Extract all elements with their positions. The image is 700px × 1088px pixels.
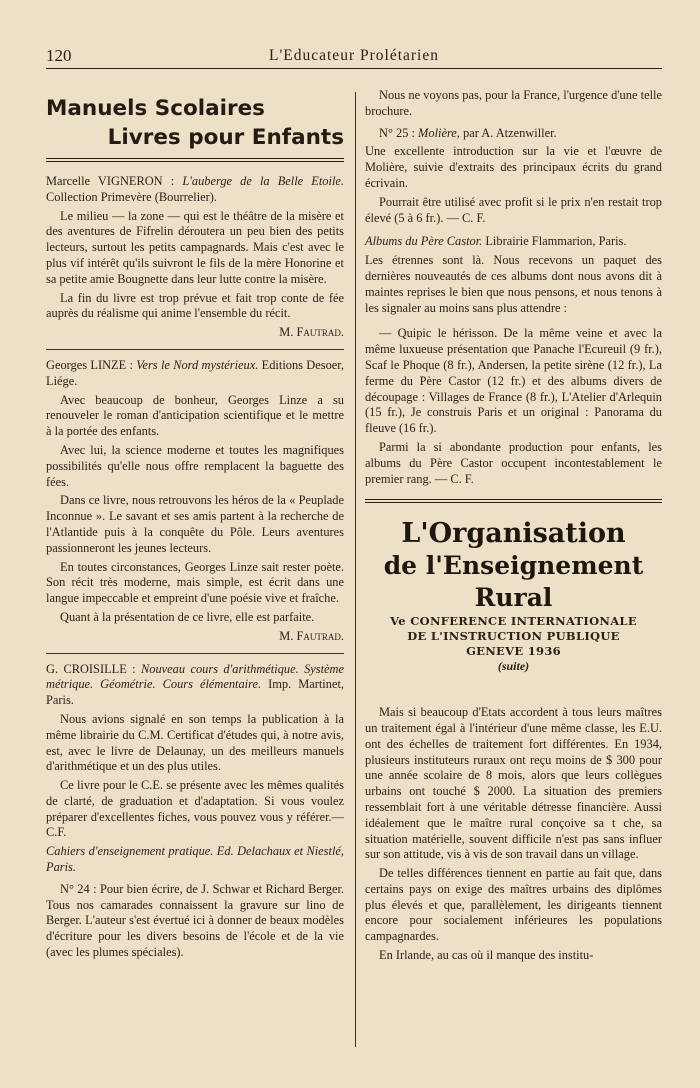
left-column: [46, 94, 344, 964]
review-paragraph: Nous avions signalé en son temps la publication à la même librairie du C.M. Certificat d'études qui, à notre avis, est, avec le livre de Delaunay, un des meilleurs manuels d'arithmétique et un des plus utiles.: [46, 711, 344, 774]
review-publisher: Collection Primevère (Bourrelier).: [46, 189, 218, 204]
item-no25-author: par A. Atzenwiller.: [463, 125, 557, 140]
item-no24: [46, 882, 344, 961]
albums-paragraph: — Quipic le hérisson. De la même veine et avec la même luxueuse présentation que Panache l'Ecureuil (9 fr.), Scaf le Phoque (8 fr.), Andersen, la petite sirène (12 fr.), La ferme du Père Castor (12 fr.) et des albums divers de découpage : Villages de France (8 fr.), L'Atelier d'Arlequin (15 fr.), Je construis Paris et un original : Panorama du fleuve (16 fr.).: [365, 326, 662, 436]
section-title-line1: Manuels Scolaires: [46, 96, 265, 121]
article-suite: (suite): [497, 659, 530, 674]
page-number: 120: [46, 46, 72, 65]
header-rule: [46, 68, 662, 69]
review-paragraph: Dans ce livre, nous retrouvons les héros de la « Peuplade Inconnue ». Le savant et ses amis partent à la recherche de l'Atlantide puis à la conquête du Pôle. Leurs aventures passionneront les jeunes lecteurs.: [46, 493, 344, 555]
review-paragraph: Cahiers d'enseignement pratique. Ed. Delachaux et Niestlé, Paris.: [46, 844, 344, 875]
review-separator: [46, 653, 344, 654]
section-rule: [46, 158, 344, 162]
albums-publisher: Librairie Flammarion, Paris.: [485, 234, 627, 249]
review-book-title: L'auberge de la Belle Etoile.: [182, 174, 344, 188]
page-header: [46, 46, 662, 68]
article-title-line1: L'Organisation: [401, 518, 626, 550]
review-vigneron: [46, 174, 344, 341]
review-separator: [46, 349, 344, 350]
item-no25-text2: Pourrait être utilisé avec profit si le prix n'en restait trop élevé (5 à 6 fr.). — C. F.: [365, 194, 662, 225]
review-paragraph: Le milieu — la zone — qui est le théâtre de la misère et des aventures de Fifrelin déroutera un peu bien des petits lecteurs, surtout les petits campagnards. Mais c'est avec le plus vif intérêt qu'ils suivront le fils de la mère Honorine et sa petite amie Bougnette dans leur lutte contre la misère.: [46, 208, 344, 286]
review-book-title: Vers le Nord mystérieux.: [136, 357, 259, 372]
section-title-line2: Livres pour Enfants: [107, 125, 344, 150]
section-title: [46, 94, 344, 152]
review-croisille: [46, 662, 344, 876]
review-signature: M. Fautrad.: [279, 628, 344, 643]
albums-paragraph: Les étrennes sont là. Nous recevons un paquet des dernières nouveautés de ces albums dont nous avons dit à maintes reprises le bien que nous pensons, et nous tenons à les signaler au moins sans plus attendre :: [365, 253, 662, 315]
review-heading: [46, 662, 344, 709]
review-paragraph: Quant à la présentation de ce livre, elle est parfaite.: [60, 609, 315, 624]
right-column: [365, 88, 662, 967]
review-paragraph: La fin du livre est trop prévue et fait trop conte de fée auprès du réalisme qui anime l'ensemble du récit.: [46, 290, 344, 321]
article-subtitle-line1: Ve CONFERENCE INTERNATIONALE: [390, 614, 637, 629]
continuation-paragraph: Nous ne voyons pas, pour la France, l'urgence d'une telle brochure.: [365, 88, 662, 118]
item-no25-heading: [365, 126, 662, 142]
article-paragraph: De telles différences tiennent en partie au fait que, dans certains pays on exige des maîtres urbains des diplômes plus élevés et que, parallèlement, les dirigeants tiennent encore pour socialement inférieures les populations campagnardes.: [365, 866, 662, 944]
review-paragraph: Ce livre pour le C.E. se présente avec les mêmes qualités de clarté, de graduation et d'adaptation. Si vous voulez préparer d'excellentes fiches, vous pouvez vous y référer.— C.F.: [46, 778, 344, 840]
journal-title: L'Educateur Prolétarien: [269, 47, 439, 64]
review-heading: [46, 358, 344, 390]
review-book-title: Nouveau cours d'arithmétique. Système métrique. Géométrie. Cours élémentaire.: [46, 661, 344, 692]
item-no24-lead: N° 24 :: [60, 881, 97, 896]
review-signature: M. Fautrad.: [279, 325, 344, 340]
article-title-line2: de l'Enseignement Rural: [383, 551, 644, 613]
review-paragraph: Avec lui, la science moderne et toutes les magnifiques possibilités qu'elle nous offre remplacent la baguette des fées.: [46, 442, 344, 489]
article-subtitle-line3: GENEVE 1936: [466, 644, 561, 659]
item-no25-title: Molière,: [418, 125, 460, 140]
review-heading: [46, 174, 344, 206]
article-subtitle-line2: DE L'INSTRUCTION PUBLIQUE: [407, 629, 620, 644]
article-paragraph: Mais si beaucoup d'Etats accordent à tous leurs maîtres un traitement égal à l'intérieur d'une même classe, les E.U. ont des échelles de traitement fort différentes. En 1934, plusieurs instituteurs ruraux ont reçu moins de $ 300 pour une année scolaire de 8 mois, alors que leurs collègues urbains ont touché $ 2000. La situation des premiers ressemblait fort à une véritable détresse financière. Aussi idéalement que le maître rural conçoive sa t che, sa situation matérielle, souvent difficile n'est pas sans influer sur son attitude, vis à vis de son travail dans un village.: [365, 705, 662, 862]
article-rule: [365, 499, 662, 503]
column-divider: [355, 92, 356, 1047]
item-no25-lead: N° 25 :: [379, 125, 415, 140]
albums-title: Albums du Père Castor.: [365, 234, 483, 249]
article-paragraph: En Irlande, au cas où il manque des institu-: [379, 948, 594, 963]
item-no25-text: Une excellente introduction sur la vie et l'œuvre de Molière, suivie d'extraits des principaux écrits du grand écrivain.: [365, 144, 662, 190]
review-author: Marcelle VIGNERON :: [46, 174, 175, 188]
item-no24-text: Pour bien écrire, de J. Schwar et Richard Berger. Tous nos camarades connaissent la gravure sur lino de Berger. L'auteur s'est évertué ici à donner de beaux modèles d'écriture pour les divers besoins de l'école et de la vie (avec les plumes spéciales).: [46, 881, 344, 960]
albums-heading: [365, 234, 662, 250]
review-author: Georges LINZE :: [46, 357, 133, 372]
review-paragraph: Avec beaucoup de bonheur, Georges Linze a su renouveler le roman d'anticipation scientifique et le mettre à la portée des enfants.: [46, 392, 344, 439]
review-paragraph: En toutes circonstances, Georges Linze sait rester poète. Son récit très moderne, mais simple, est écrit dans une langue impeccable et empreint d'une poésie vive et fraîche.: [46, 559, 344, 606]
review-publisher: Editions Desoer, Liége.: [46, 357, 344, 388]
review-author: G. CROISILLE :: [46, 661, 136, 676]
albums-paragraph: Parmi la si abondante production pour enfants, les albums du Père Castor occupent incontestablement le premier rang. — C. F.: [365, 439, 662, 486]
review-linze: [46, 358, 344, 645]
review-publisher: Imp. Martinet, Paris.: [46, 677, 344, 708]
